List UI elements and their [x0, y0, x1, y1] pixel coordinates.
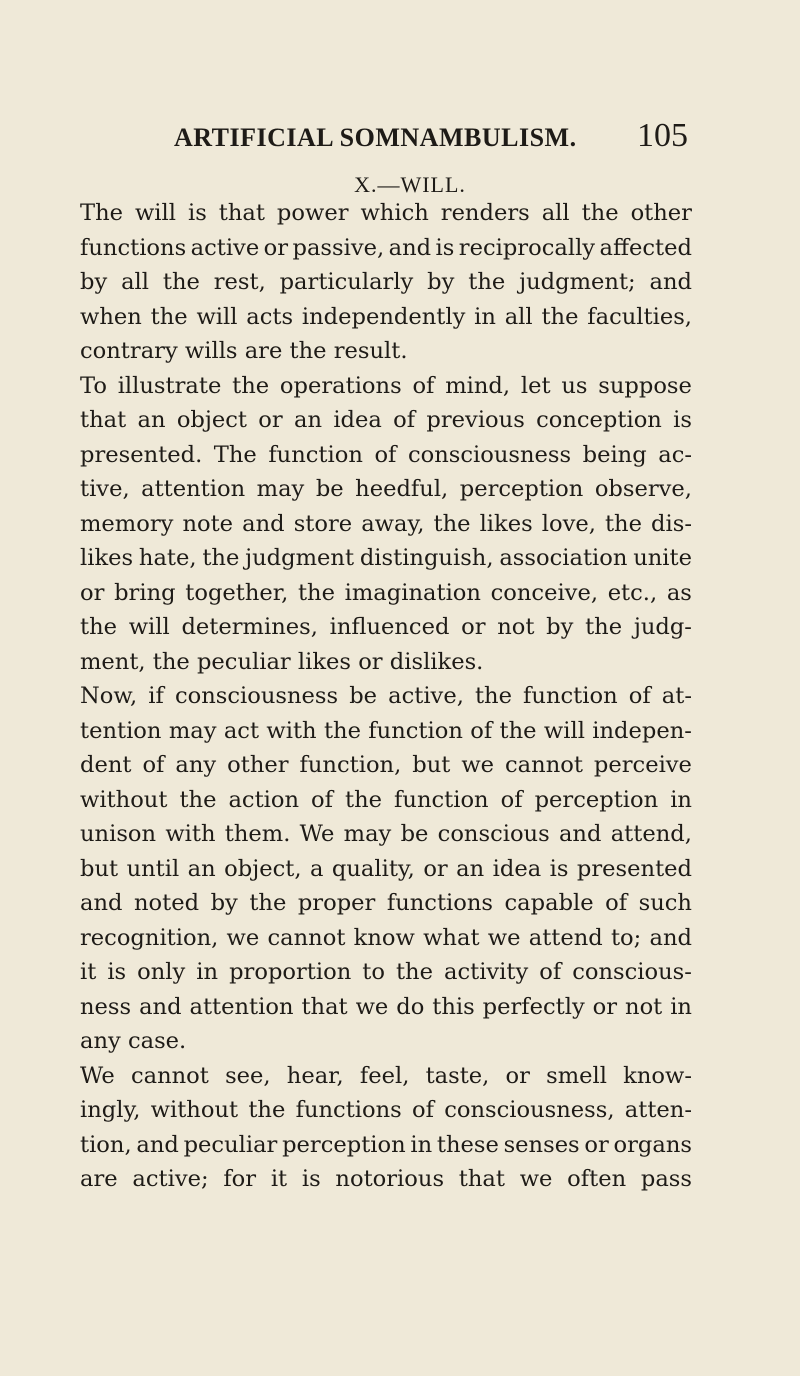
text-line: and noted by the proper functions capable of such	[80, 890, 692, 916]
text-line: unison with them. We may be conscious and attend,	[80, 821, 692, 847]
text-line: recognition, we cannot know what we attend to; and	[80, 924, 692, 951]
text-line: ingly, without the functions of consciousness, atten-	[80, 1097, 692, 1123]
text-line: the will determines, influenced or not by the judg-	[80, 614, 692, 640]
text-line: or bring together, the imagination conceive, etc., as	[80, 579, 692, 606]
page-number: 105	[637, 117, 688, 154]
text-line: ness and attention that we do this perfectly or not in	[80, 993, 692, 1020]
body-text	[80, 196, 692, 1197]
text-line: The will is that power which renders all the other	[80, 200, 692, 226]
text-line: that an object or an idea of previous conception is	[80, 407, 692, 433]
running-head	[174, 117, 688, 157]
text-line: To illustrate the operations of mind, let us suppose	[80, 372, 692, 399]
text-line: dent of any other function, but we cannot perceive	[80, 752, 692, 778]
text-line: by all the rest, particularly by the judgment; and	[80, 269, 692, 295]
text-line: memory note and store away, the likes love, the dis-	[80, 510, 692, 537]
text-line: but until an object, a quality, or an idea is presented	[80, 855, 692, 882]
text-line: tion, and peculiar perception in these senses or organs	[80, 1131, 692, 1158]
text-line: likes hate, the judgment distinguish, association unite	[80, 545, 692, 571]
text-line: We cannot see, hear, feel, taste, or smell know-	[80, 1062, 692, 1089]
text-line: Now, if consciousness be active, the function of at-	[80, 683, 692, 709]
text-line: tive, attention may be heedful, perception observe,	[80, 476, 692, 502]
text-line: ment, the peculiar likes or dislikes.	[80, 648, 484, 675]
text-line: contrary wills are the result.	[80, 338, 408, 364]
text-line: it is only in proportion to the activity of conscious-	[80, 959, 692, 985]
text-line: without the action of the function of perception in	[80, 786, 692, 813]
text-line: are active; for it is notorious that we often pass	[80, 1166, 692, 1192]
running-title: ARTIFICIAL SOMNAMBULISM.	[174, 123, 577, 152]
text-line: any case.	[80, 1028, 187, 1054]
text-line: when the will acts independently in all the faculties,	[80, 303, 692, 330]
text-line: presented. The function of consciousness being ac-	[80, 441, 692, 468]
text-line: tention may act with the function of the will indepen-	[80, 717, 692, 744]
text-line: functions active or passive, and is reciprocally affected	[80, 234, 692, 261]
section-heading: X.—WILL.	[354, 172, 466, 197]
